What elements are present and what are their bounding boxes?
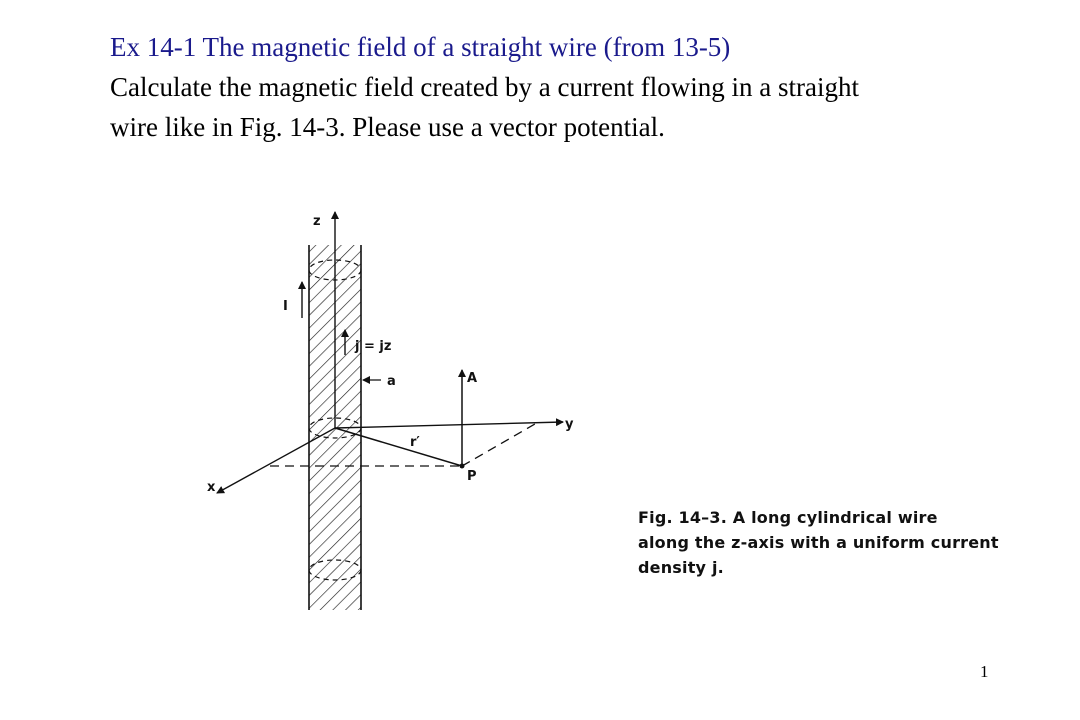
x-label: x — [207, 480, 216, 495]
problem-line-1: Calculate the magnetic field created by a current flowing in a straight — [110, 72, 859, 102]
caption-line-3: density j. — [638, 558, 724, 577]
radius-label: a — [387, 374, 396, 389]
figure-caption — [638, 505, 1023, 580]
problem-line-2: wire like in Fig. 14-3. Please use a vector potential. — [110, 112, 665, 142]
wire-diagram — [195, 200, 615, 615]
wire-figure — [195, 200, 615, 615]
caption-line-1: Fig. 14–3. A long cylindrical wire — [638, 508, 938, 527]
z-label: z — [313, 214, 321, 229]
slide-text — [110, 27, 1030, 147]
density-label: j = jz — [355, 339, 392, 354]
projection-y — [462, 424, 535, 466]
slide-title: Ex 14-1 The magnetic field of a straight wire (from 13-5) — [110, 32, 731, 62]
caption-line-2: along the z-axis with a uniform current — [638, 533, 999, 552]
r-prime-label: r′ — [410, 435, 420, 450]
page-number: 1 — [980, 662, 989, 681]
potential-label: A — [467, 371, 478, 386]
y-label: y — [565, 417, 574, 432]
point-p-dot — [460, 464, 465, 469]
current-label: I — [283, 299, 288, 314]
point-p-label: P — [467, 469, 477, 484]
